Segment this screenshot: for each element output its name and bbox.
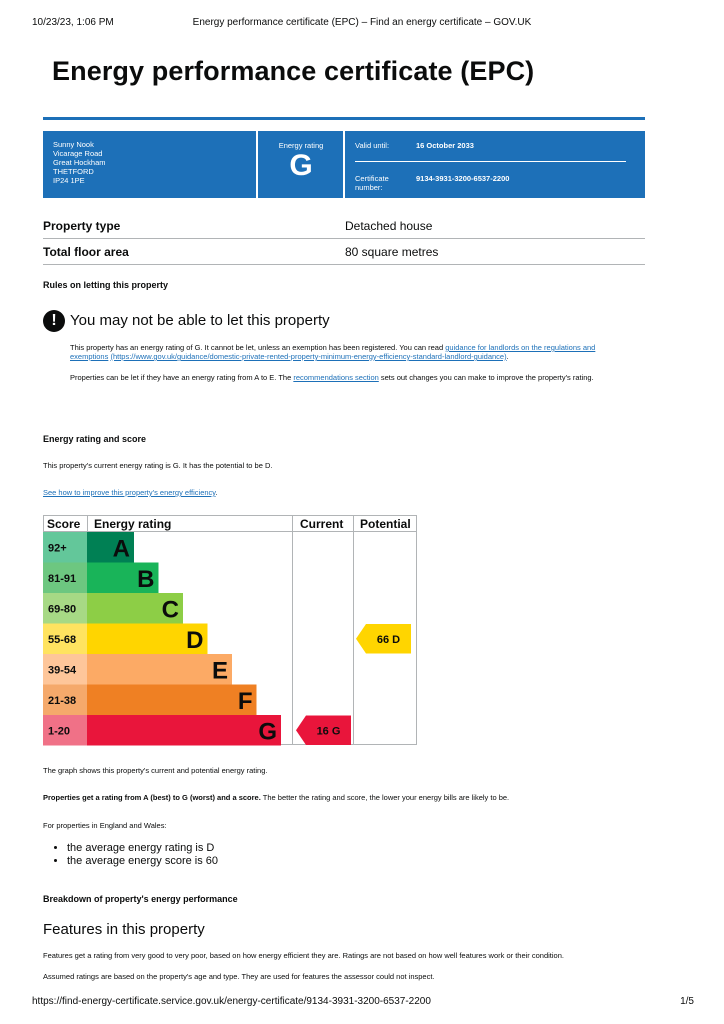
band-letter-a: A [112, 535, 130, 563]
recommendations-link[interactable]: recommendations section [293, 373, 379, 382]
graph-note: The graph shows this property's current and potential energy rating. [43, 766, 268, 775]
warning-icon: ! [43, 310, 65, 332]
landlord-guidance-link[interactable]: guidance for landlords on the regulations and exemptions [70, 343, 596, 361]
address-line: Great Hockham [53, 158, 106, 167]
score-range-a: 92+ [48, 542, 67, 555]
features-paragraph: Features get a rating from very good to very poor, based on how energy efficient they are. Ratings are not based on how well features work or their condition. [43, 951, 564, 960]
letting-heading: Rules on letting this property [43, 280, 169, 290]
letting-paragraph [70, 343, 630, 361]
score-range-g: 1-20 [48, 725, 71, 738]
valid-until-value: 16 October 2033 [416, 141, 474, 150]
certificate-number-value: 9134-3931-3200-6537-2200 [416, 174, 510, 183]
improve-efficiency-link[interactable]: See how to improve this property's energy efficiency [43, 488, 216, 497]
score-range-c: 69-80 [48, 603, 77, 616]
landlord-guidance-url[interactable]: (https://www.gov.uk/guidance/domestic-private-rented-property-minimum-energy-efficiency-standard-landlord-guidance) [110, 352, 507, 361]
score-range-b: 81-91 [48, 572, 77, 585]
energy-rating-header: Energy rating [94, 517, 172, 531]
link-end: . [215, 488, 218, 497]
rating-explanation [43, 793, 509, 802]
band-bar-e [87, 654, 232, 685]
england-wales-text: For properties in England and Wales: [43, 821, 167, 830]
breakdown-heading: Breakdown of property's energy performance [43, 894, 238, 904]
band-bar-g [87, 715, 281, 746]
letting-text: Properties can be let if they have an energy rating from A to E. The [70, 373, 294, 382]
potential-rating-label: 66 D [376, 633, 401, 646]
energy-rating-label: Energy rating [278, 141, 324, 150]
score-range-d: 55-68 [48, 633, 77, 646]
list-item: • the average energy score is 60 [67, 855, 218, 868]
address-line: THETFORD [53, 167, 94, 176]
address-line: Vicarage Road [53, 149, 103, 158]
energy-rating-heading: Energy rating and score [43, 434, 147, 444]
summary-key: Total floor area [43, 245, 129, 259]
certificate-summary-box [43, 131, 645, 198]
list-item: • the average energy rating is D [67, 842, 218, 855]
score-range-f: 21-38 [48, 694, 77, 707]
property-address [53, 140, 106, 185]
band-bar-f [87, 685, 257, 716]
certificate-label-line: Certificate [355, 174, 389, 183]
potential-header: Potential [360, 517, 411, 531]
averages-list [52, 842, 218, 868]
summary-key: Property type [43, 219, 121, 233]
band-letter-b: B [137, 565, 155, 593]
score-range-e: 39-54 [48, 664, 77, 677]
summary-value: Detached house [345, 219, 433, 233]
letting-warning: You may not be able to let this property [70, 312, 330, 329]
print-footer-url: https://find-energy-certificate.service.gov.uk/energy-certificate/9134-3931-3200-6537-2200 [32, 996, 431, 1007]
print-page-title: Energy performance certificate (EPC) – Find an energy certificate – GOV.UK [192, 17, 532, 28]
title-divider [43, 117, 645, 120]
letting-text-end: . [506, 352, 509, 361]
band-letter-f: F [237, 687, 253, 715]
valid-until-label: Valid until: [355, 141, 390, 150]
page-title: Energy performance certificate (EPC) [52, 56, 535, 86]
epc-rating-chart [43, 515, 419, 747]
current-header: Current [300, 517, 344, 531]
letting-text: This property has an energy rating of G. It cannot be let, unless an exemption has been registered. You can read [70, 343, 446, 352]
info-divider [355, 161, 626, 162]
print-page-number: 1/5 [680, 996, 694, 1007]
current-rating-text: This property's current energy rating is G. It has the potential to be D. [43, 461, 273, 470]
box-separator [343, 131, 345, 198]
certificate-label-line: number: [355, 183, 383, 192]
improve-link-line [43, 488, 218, 497]
band-letter-c: C [161, 596, 179, 624]
current-rating-label: 16 G [316, 725, 341, 738]
summary-row-floor-area [43, 239, 645, 265]
score-header: Score [47, 517, 81, 531]
summary-row-property-type [43, 213, 645, 239]
letting-paragraph-2 [70, 373, 630, 382]
features-heading: Features in this property [43, 921, 205, 938]
rating-explanation-rest: The better the rating and score, the lower your energy bills are likely to be. [260, 793, 510, 802]
band-letter-g: G [258, 718, 277, 746]
band-letter-e: E [211, 657, 228, 685]
address-line: Sunny Nook [53, 140, 94, 149]
assumed-ratings-paragraph: Assumed ratings are based on the property's age and type. They are used for features the assessor could not inspect. [43, 972, 435, 981]
print-datetime: 10/23/23, 1:06 PM [32, 17, 114, 28]
band-letter-d: D [186, 626, 204, 654]
energy-rating-letter: G [289, 149, 313, 182]
summary-value: 80 square metres [345, 245, 439, 259]
rating-explanation-bold: Properties get a rating from A (best) to G (worst) and a score. [43, 793, 261, 802]
certificate-number-label [355, 174, 389, 192]
letting-text-end: sets out changes you can make to improve the property's rating. [378, 373, 594, 382]
address-line: IP24 1PE [53, 176, 85, 185]
